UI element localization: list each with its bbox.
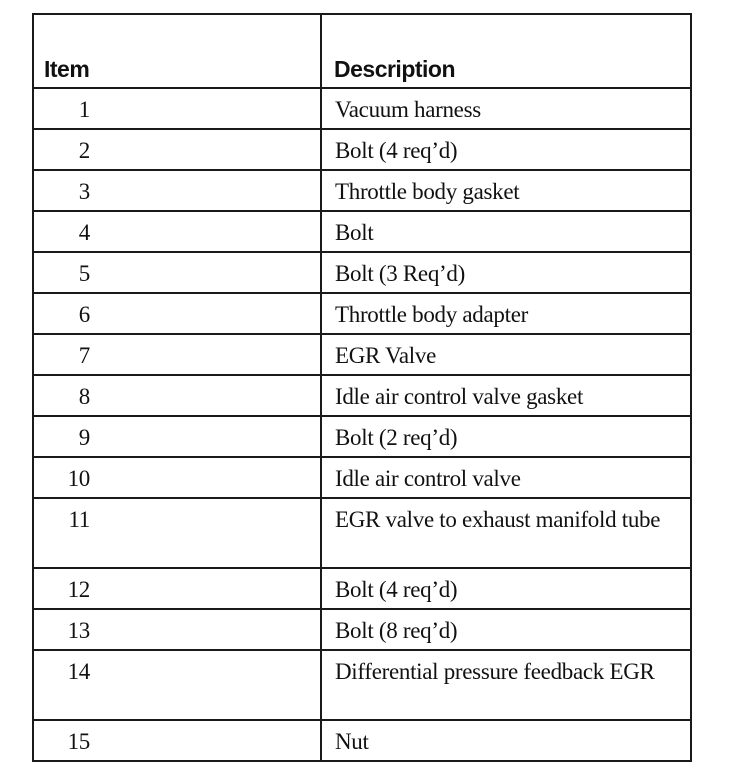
table-row [33, 498, 691, 568]
item-number: 12 [67, 577, 90, 602]
table-row [33, 129, 691, 170]
item-number: 3 [78, 179, 90, 204]
table-row [33, 88, 691, 129]
table-header-row [33, 14, 691, 88]
item-description: Throttle body gasket [321, 170, 691, 211]
item-number: 14 [67, 659, 90, 684]
item-number: 13 [67, 618, 90, 643]
table-row [33, 293, 691, 334]
item-number-cell [33, 457, 321, 498]
item-number-cell [33, 129, 321, 170]
item-number-cell [33, 293, 321, 334]
item-number: 9 [78, 425, 90, 450]
table-row [33, 334, 691, 375]
item-number: 11 [68, 507, 90, 532]
item-number-cell [33, 88, 321, 129]
item-description: Vacuum harness [321, 88, 691, 129]
table-row [33, 568, 691, 609]
description-column-header: Description [321, 14, 691, 88]
item-number: 4 [78, 220, 90, 245]
item-description: Idle air control valve gasket [321, 375, 691, 416]
table-row [33, 609, 691, 650]
item-description: Throttle body adapter [321, 293, 691, 334]
table-row [33, 457, 691, 498]
parts-table [32, 13, 692, 762]
item-description: Differential pressure feedback EGR [321, 650, 691, 720]
item-column-header: Item [33, 14, 321, 88]
item-number-cell [33, 211, 321, 252]
table-row [33, 252, 691, 293]
item-description: Bolt (3 Req’d) [321, 252, 691, 293]
table-row [33, 170, 691, 211]
item-number: 10 [67, 466, 90, 491]
item-description: Bolt (4 req’d) [321, 129, 691, 170]
item-number: 1 [78, 97, 90, 122]
table-row [33, 416, 691, 457]
item-description: Nut [321, 720, 691, 761]
item-number-cell [33, 375, 321, 416]
item-number: 5 [78, 261, 90, 286]
table-row [33, 650, 691, 720]
item-description: EGR valve to exhaust manifold tube [321, 498, 691, 568]
item-number-cell [33, 498, 321, 568]
item-number-cell [33, 609, 321, 650]
item-description: Bolt (8 req’d) [321, 609, 691, 650]
item-number-cell [33, 334, 321, 375]
item-description: Bolt (4 req’d) [321, 568, 691, 609]
table-row [33, 211, 691, 252]
table-row [33, 720, 691, 761]
item-description: Bolt (2 req’d) [321, 416, 691, 457]
item-number-cell [33, 416, 321, 457]
item-number: 8 [78, 384, 90, 409]
item-description: Bolt [321, 211, 691, 252]
item-number-cell [33, 252, 321, 293]
item-number-cell [33, 650, 321, 720]
item-number: 15 [67, 729, 90, 754]
item-number-cell [33, 170, 321, 211]
item-number-cell [33, 720, 321, 761]
table-row [33, 375, 691, 416]
item-description: EGR Valve [321, 334, 691, 375]
item-number: 6 [78, 302, 90, 327]
item-description: Idle air control valve [321, 457, 691, 498]
item-number-cell [33, 568, 321, 609]
item-number: 7 [78, 343, 90, 368]
item-number: 2 [78, 138, 90, 163]
